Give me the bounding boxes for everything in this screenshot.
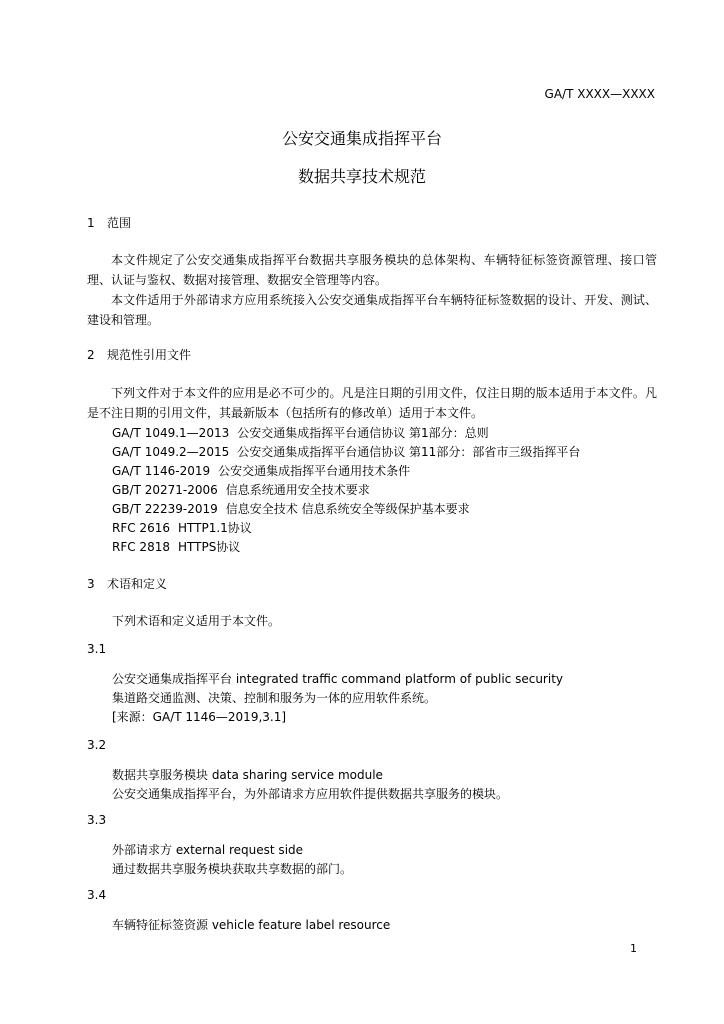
section-title: 规范性引用文件 [107, 348, 192, 362]
standard-code: GA/T XXXX—XXXX [544, 87, 655, 101]
document-title-line2: 数据共享技术规范 [297, 167, 426, 186]
section-number: 3 [87, 577, 95, 591]
term-name: 公安交通集成指挥平台 integrated traffic command platform of public security [112, 672, 563, 686]
section-number: 1 [87, 216, 95, 230]
section-1-heading [87, 214, 131, 231]
reference-title: 公安交通集成指挥平台通信协议 第1部分：总则 [237, 426, 489, 440]
reference-title: 信息安全技术 信息系统安全等级保护基本要求 [225, 502, 470, 516]
page-number: 1 [630, 942, 637, 955]
reference-code: GB/T 20271-2006 [112, 483, 218, 497]
reference-item [112, 538, 240, 555]
reference-item [112, 462, 410, 479]
reference-item [112, 500, 470, 517]
term-number: 3.3 [87, 813, 107, 827]
term-number: 3.2 [87, 738, 107, 752]
section-2-heading [87, 346, 191, 363]
reference-code: RFC 2616 [112, 521, 170, 535]
term-number: 3.4 [87, 888, 107, 902]
term-name: 车辆特征标签资源 vehicle feature label resource [112, 918, 391, 932]
term-definition: 公安交通集成指挥平台，为外部请求方应用软件提供数据共享服务的模块。 [112, 787, 509, 801]
term-number: 3.1 [87, 642, 107, 656]
reference-code: GA/T 1049.2—2015 [112, 445, 230, 459]
section-1-paragraph-2: 本文件适用于外部请求方应用系统接入公安交通集成指挥平台车辆特征标签数据的设计、开发、测试、建设和管理。 [87, 293, 657, 327]
reference-item [112, 424, 489, 441]
section-3-intro: 下列术语和定义适用于本文件。 [112, 614, 281, 628]
term-name: 数据共享服务模块 data sharing service module [112, 768, 383, 782]
reference-title: HTTP1.1协议 [177, 521, 252, 535]
document-title-line1: 公安交通集成指挥平台 [281, 129, 442, 148]
reference-title: 公安交通集成指挥平台通信协议 第11部分：部省市三级指挥平台 [237, 445, 581, 459]
section-number: 2 [87, 348, 95, 362]
reference-title: 信息系统通用安全技术要求 [225, 483, 370, 497]
reference-code: GA/T 1146-2019 [112, 464, 211, 478]
term-definition: 通过数据共享服务模块获取共享数据的部门。 [112, 862, 353, 876]
term-name: 外部请求方 external request side [112, 843, 304, 857]
reference-item [112, 519, 252, 536]
reference-code: GB/T 22239-2019 [112, 502, 218, 516]
section-2-paragraph-1: 下列文件对于本文件的应用是必不可少的。凡是注日期的引用文件，仅注日期的版本适用于本文件。凡是不注日期的引用文件，其最新版本（包括所有的修改单）适用于本文件。 [87, 386, 657, 420]
section-1-paragraph-1: 本文件规定了公安交通集成指挥平台数据共享服务模块的总体架构、车辆特征标签资源管理、接口管理、认证与鉴权、数据对接管理、数据安全管理等内容。 [87, 253, 657, 287]
reference-item [112, 443, 580, 460]
reference-code: RFC 2818 [112, 540, 170, 554]
term-source: [来源：GA/T 1146—2019,3.1] [112, 710, 287, 724]
section-3-heading [87, 575, 167, 592]
reference-code: GA/T 1049.1—2013 [112, 426, 230, 440]
reference-item [112, 481, 370, 498]
section-title: 术语和定义 [107, 577, 168, 591]
term-definition: 集道路交通监测、决策、控制和服务为一体的应用软件系统。 [112, 691, 437, 705]
reference-title: 公安交通集成指挥平台通用技术条件 [218, 464, 411, 478]
section-title: 范围 [107, 216, 132, 230]
reference-title: HTTPS协议 [177, 540, 241, 554]
